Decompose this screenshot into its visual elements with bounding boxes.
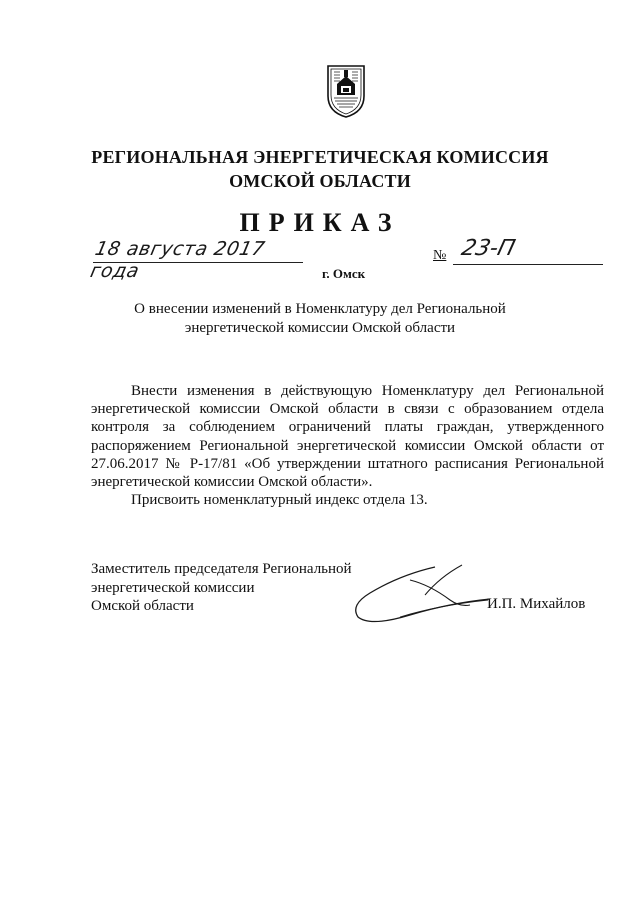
org-name-line2: ОМСКОЙ ОБЛАСТИ bbox=[229, 171, 411, 191]
subject-line1: О внесении изменений в Номенклатуру дел Региональной bbox=[134, 301, 506, 317]
subject-line2: энергетической комиссии Омской области bbox=[184, 320, 456, 336]
city-label: г. Омск bbox=[322, 266, 366, 281]
order-body bbox=[91, 382, 604, 509]
org-name-line1: РЕГИОНАЛЬНАЯ ЭНЕРГЕТИЧЕСКАЯ КОМИССИЯ bbox=[91, 147, 549, 167]
handwritten-signature-icon bbox=[340, 555, 500, 630]
body-paragraph-1: Внести изменения в действующую Номенклатуру дел Региональной энергетической комиссии Омской области в связи с образованием отдела контроля за соблюдением ограничений платы граждан, утвержденного распоряжением Региональной энергетической комиссии Омской области от 27.06.2017 № Р-17/81 «Об утверждении штатного расписания Региональной энергетической комиссии Омской области». bbox=[91, 383, 604, 491]
document-type-title: ПРИКАЗ bbox=[239, 208, 401, 237]
date-underline bbox=[93, 262, 303, 263]
handwritten-number: 23-П bbox=[458, 236, 518, 261]
number-label: № bbox=[433, 248, 447, 263]
position-line3: Омской области bbox=[91, 598, 194, 614]
position-line2: энергетической комиссии bbox=[91, 579, 255, 596]
handwritten-date: 18 августа 2017 года bbox=[88, 238, 268, 282]
number-underline bbox=[453, 264, 603, 265]
body-paragraph-2: Присвоить номенклатурный индекс отдела 13. bbox=[131, 492, 428, 509]
omsk-coat-of-arms-icon bbox=[326, 62, 366, 118]
signer-name: И.П. Михайлов bbox=[487, 596, 586, 612]
signer-position bbox=[91, 560, 352, 616]
position-line1: Заместитель председателя Региональной bbox=[91, 561, 352, 577]
order-subject bbox=[0, 300, 640, 338]
